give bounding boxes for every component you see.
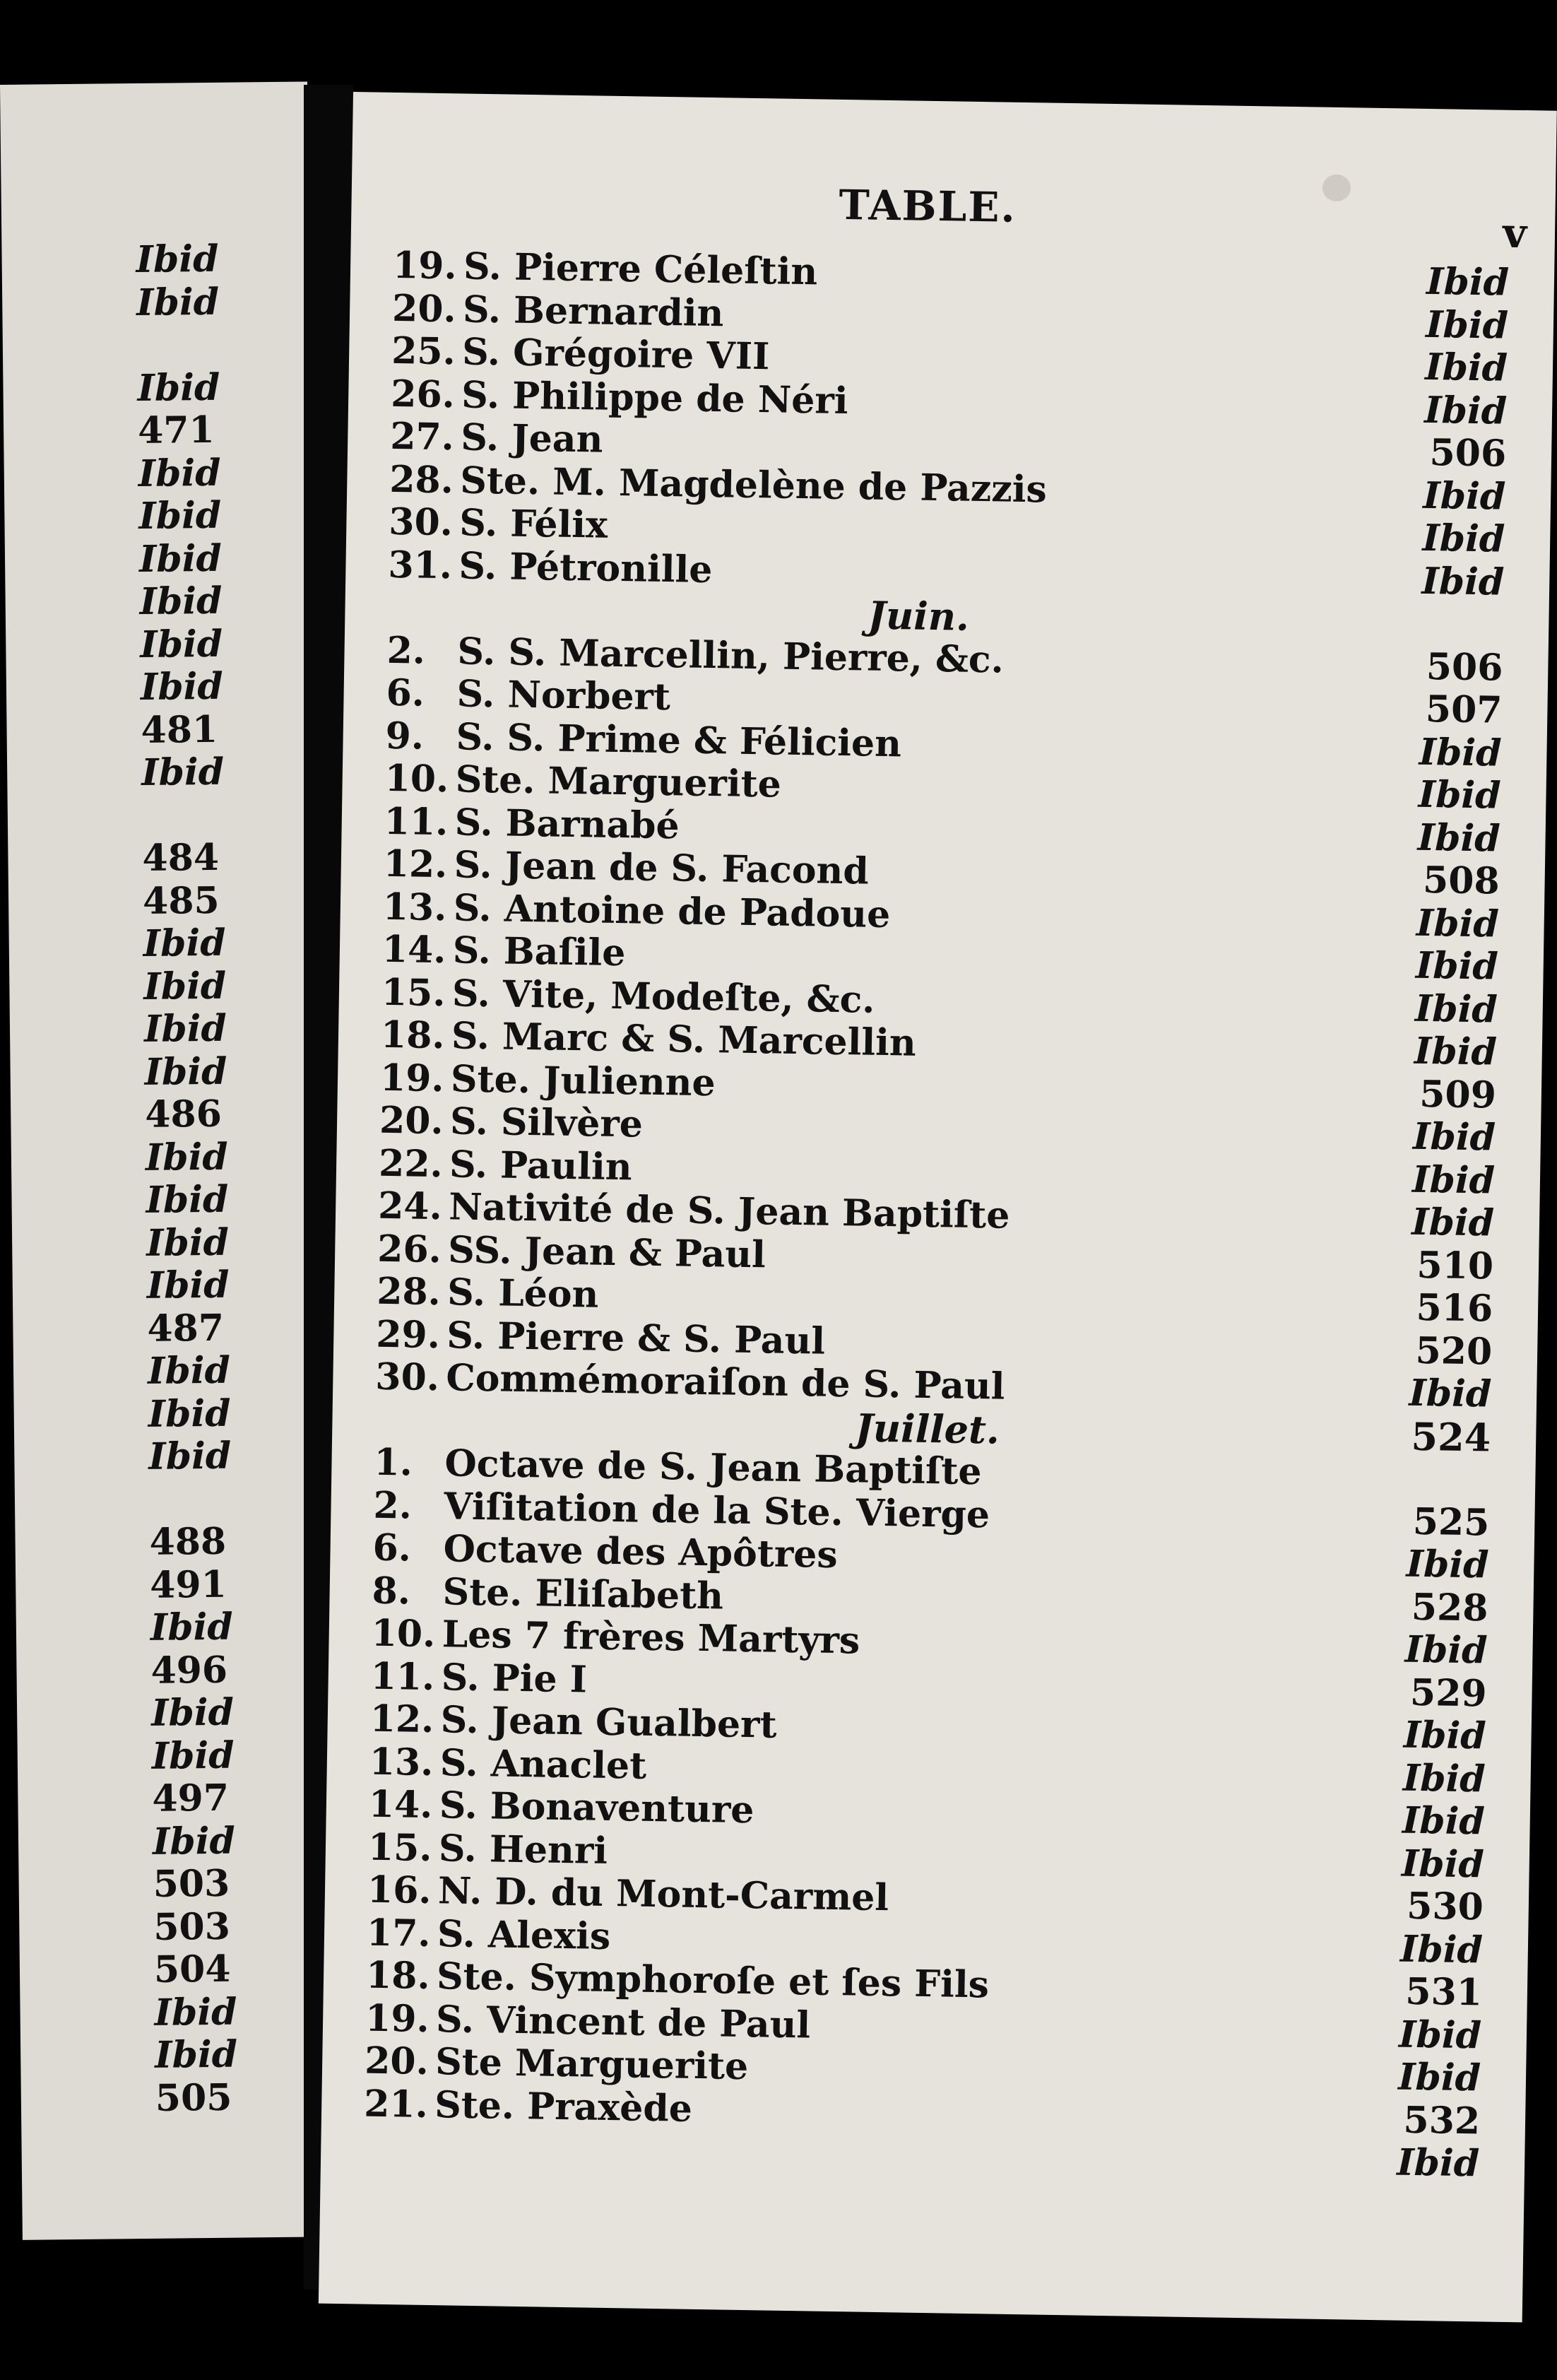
page-reference: Ibid bbox=[1426, 259, 1510, 305]
saint-name: S. Henri bbox=[438, 1826, 608, 1873]
page-reference: Ibid bbox=[1412, 1114, 1496, 1160]
left-page-ref: Ibid bbox=[148, 1434, 232, 1478]
left-page-ref: Ibid bbox=[147, 1348, 231, 1393]
feast-day: 20. bbox=[379, 1098, 444, 1143]
left-page-ref: 487 bbox=[147, 1306, 225, 1350]
page-reference: Ibid bbox=[1404, 1627, 1488, 1673]
left-page-ref: 471 bbox=[137, 408, 215, 452]
feast-day: 6. bbox=[386, 671, 425, 715]
left-page-ref: Ibid bbox=[137, 365, 220, 410]
saint-name: Ste. Julienne bbox=[450, 1056, 716, 1104]
page-reference: Ibid bbox=[1424, 345, 1508, 390]
feast-day: 11. bbox=[370, 1654, 435, 1699]
saint-name: S. Barnabé bbox=[454, 800, 680, 847]
feast-day: 15. bbox=[381, 970, 446, 1015]
left-page-reference-column bbox=[136, 237, 297, 2120]
left-page-ref: 488 bbox=[149, 1519, 227, 1564]
saint-name: Octave des Apôtres bbox=[443, 1527, 839, 1577]
left-page-ref: Ibid bbox=[154, 1990, 237, 2034]
page-reference: 506 bbox=[1426, 644, 1503, 690]
feast-day: 19. bbox=[392, 243, 458, 288]
page-reference: Ibid bbox=[1408, 1371, 1492, 1416]
feast-day: 18. bbox=[380, 1013, 445, 1058]
page-reference: Ibid bbox=[1399, 1927, 1484, 1972]
feast-day: 20. bbox=[391, 286, 457, 331]
page-reference: Ibid bbox=[1396, 2140, 1480, 2186]
feast-day: 2. bbox=[386, 628, 426, 673]
page-reference: 508 bbox=[1422, 858, 1500, 903]
saint-name: S. Pierre & S. Paul bbox=[446, 1313, 826, 1363]
left-page-ref: 481 bbox=[141, 707, 218, 752]
feast-day: 26. bbox=[377, 1227, 442, 1271]
left-page-ref: Ibid bbox=[151, 1733, 235, 1778]
left-page-ref: Ibid bbox=[144, 1049, 227, 1094]
saint-name: S. Jean Gualbert bbox=[440, 1698, 777, 1747]
page-reference: Ibid bbox=[1423, 388, 1508, 433]
feast-day: 18. bbox=[365, 1953, 431, 1998]
paper-spot bbox=[1322, 175, 1351, 202]
page-reference: Ibid bbox=[1398, 2013, 1482, 2057]
saint-name: S. Grégoire VII bbox=[461, 330, 770, 379]
left-page-ref: Ibid bbox=[145, 1135, 229, 1179]
saint-name: Ste. Marguerite bbox=[455, 758, 782, 806]
left-page-ref: Ibid bbox=[143, 921, 226, 965]
page-reference: Ibid bbox=[1416, 901, 1500, 946]
saint-name: Commémoraiſon de S. Paul bbox=[445, 1356, 1005, 1408]
saint-name: SS. Jean & Paul bbox=[447, 1227, 766, 1276]
feast-day: 29. bbox=[375, 1312, 441, 1357]
left-page-ref: Ibid bbox=[136, 237, 219, 281]
left-page-ref bbox=[137, 323, 279, 367]
page-reference: Ibid bbox=[1414, 1029, 1498, 1074]
left-page-ref: Ibid bbox=[146, 1177, 229, 1222]
feast-day: 27. bbox=[389, 414, 455, 459]
left-page-ref: Ibid bbox=[148, 1391, 231, 1436]
left-page-ref: Ibid bbox=[138, 451, 221, 495]
page-reference: Ibid bbox=[1425, 302, 1509, 348]
saint-name: S. Félix bbox=[458, 501, 608, 547]
feast-day: 20. bbox=[364, 2039, 430, 2084]
saint-name: Ste. Symphoroſe et ſes Fils bbox=[436, 1955, 990, 2007]
saint-name: S. Anaclet bbox=[439, 1740, 647, 1788]
saint-name: Ste. Praxède bbox=[434, 2082, 693, 2131]
saint-name: N. D. du Mont-Carmel bbox=[437, 1869, 889, 1920]
saint-name: S. Pierre Céleſtin bbox=[463, 245, 818, 294]
page-header: TABLE. bbox=[839, 180, 1017, 232]
right-page bbox=[319, 92, 1557, 2322]
saint-name: S. Alexis bbox=[437, 1911, 611, 1958]
feast-day: 28. bbox=[389, 457, 454, 502]
left-page-ref: 497 bbox=[152, 1776, 230, 1820]
table-of-feasts bbox=[363, 245, 1510, 2186]
saint-name: Les 7 frères Martyrs bbox=[442, 1613, 860, 1663]
saint-name: S. Vite, Modeſte, &c. bbox=[451, 971, 875, 1022]
feast-day: 8. bbox=[372, 1569, 411, 1613]
left-page-ref: Ibid bbox=[139, 579, 223, 623]
saint-name: Viſitation de la Ste. Vierge bbox=[444, 1484, 990, 1536]
saint-name: S. Silvère bbox=[449, 1100, 644, 1146]
feast-day: 14. bbox=[368, 1782, 433, 1827]
feast-day: 12. bbox=[383, 842, 448, 887]
saint-name: S. Pie I bbox=[441, 1655, 588, 1701]
feast-day: 19. bbox=[365, 1996, 430, 2041]
page-reference: 510 bbox=[1416, 1243, 1494, 1288]
left-page-ref: Ibid bbox=[154, 2032, 238, 2077]
left-page bbox=[0, 81, 330, 2239]
feast-day: 30. bbox=[388, 500, 454, 545]
page-reference: Ibid bbox=[1397, 2055, 1481, 2100]
page-reference: Ibid bbox=[1418, 772, 1502, 818]
left-page-ref: Ibid bbox=[143, 1006, 227, 1051]
feast-day: 24. bbox=[377, 1184, 443, 1229]
feast-day: 30. bbox=[374, 1355, 440, 1400]
saint-name: S. Marc & S. Marcellin bbox=[451, 1014, 917, 1065]
left-page-ref: Ibid bbox=[141, 750, 225, 794]
page-reference: 524 bbox=[1411, 1413, 1491, 1461]
saint-name: S. Philippe de Néri bbox=[461, 372, 848, 423]
page-reference: 525 bbox=[1412, 1500, 1490, 1545]
page-reference: Ibid bbox=[1421, 559, 1505, 604]
left-page-ref: Ibid bbox=[143, 964, 227, 1008]
page-reference: Ibid bbox=[1421, 516, 1505, 561]
page-reference: Ibid bbox=[1401, 1842, 1485, 1886]
feast-day: 31. bbox=[388, 543, 453, 587]
feast-day: 14. bbox=[381, 927, 446, 972]
left-page-ref: 505 bbox=[155, 2075, 232, 2120]
feast-day: 13. bbox=[369, 1740, 434, 1784]
saint-name: S. Jean bbox=[460, 416, 603, 461]
saint-name: S. Pétronille bbox=[458, 543, 713, 591]
saint-name: S. S. Prime & Félicien bbox=[456, 714, 902, 765]
saint-name: Ste. M. Magdelène de Pazzis bbox=[459, 458, 1048, 511]
left-page-ref: Ibid bbox=[150, 1605, 233, 1649]
page-reference: 506 bbox=[1429, 430, 1507, 476]
left-page-ref: Ibid bbox=[146, 1263, 230, 1307]
left-page-ref: 503 bbox=[153, 1861, 230, 1906]
left-page-ref: Ibid bbox=[146, 1220, 230, 1265]
saint-name: S. Bonaventure bbox=[439, 1784, 754, 1832]
page-reference: Ibid bbox=[1402, 1798, 1486, 1844]
saint-name: S. Antoine de Padoue bbox=[453, 885, 891, 936]
left-page-ref: Ibid bbox=[152, 1819, 236, 1863]
saint-name: Octave de S. Jean Baptiſte bbox=[444, 1442, 982, 1494]
feast-day: 21. bbox=[363, 2082, 429, 2126]
feast-day: 11. bbox=[384, 799, 449, 844]
saint-name: S. Paulin bbox=[449, 1142, 633, 1189]
left-page-ref: 486 bbox=[144, 1092, 223, 1136]
page-reference: Ibid bbox=[1415, 943, 1499, 989]
feast-day: 10. bbox=[384, 756, 449, 801]
page-reference: 507 bbox=[1425, 687, 1503, 732]
page-reference: Ibid bbox=[1411, 1157, 1496, 1203]
saint-name: S. Norbert bbox=[456, 672, 671, 719]
feast-day: 15. bbox=[367, 1825, 432, 1870]
left-page-ref: Ibid bbox=[150, 1690, 235, 1735]
left-page-ref: Ibid bbox=[139, 622, 223, 666]
feast-day: 9. bbox=[385, 714, 425, 758]
page-reference: Ibid bbox=[1414, 986, 1498, 1032]
left-page-ref bbox=[142, 793, 284, 837]
feast-day: 13. bbox=[382, 885, 447, 929]
saint-name: S. Bernardin bbox=[462, 287, 724, 335]
month-title: Juillet. bbox=[854, 1404, 1000, 1453]
saint-name: S. S. Marcellin, Pierre, &c. bbox=[457, 629, 1005, 682]
left-page-ref: Ibid bbox=[138, 493, 222, 538]
feast-day: 2. bbox=[373, 1483, 413, 1528]
left-page-ref: 503 bbox=[153, 1904, 231, 1949]
page-reference: Ibid bbox=[1411, 1200, 1495, 1245]
page-reference: Ibid bbox=[1403, 1713, 1487, 1758]
feast-day: 25. bbox=[391, 329, 456, 374]
left-page-ref: 496 bbox=[150, 1648, 228, 1692]
feast-day: 26. bbox=[390, 372, 456, 416]
page-reference: 528 bbox=[1411, 1585, 1488, 1630]
page-reference: Ibid bbox=[1406, 1542, 1489, 1587]
page-reference: 529 bbox=[1409, 1671, 1488, 1715]
left-page-ref bbox=[149, 1477, 291, 1521]
feast-day: 12. bbox=[369, 1697, 434, 1742]
saint-name: S. Baſile bbox=[452, 929, 626, 975]
feast-day: 17. bbox=[366, 1911, 432, 1955]
feast-day: 10. bbox=[371, 1611, 436, 1656]
saint-name: S. Vincent de Paul bbox=[435, 1997, 811, 2046]
left-page-ref: Ibid bbox=[140, 664, 224, 709]
left-page-ref: Ibid bbox=[138, 536, 223, 581]
left-page-ref: 484 bbox=[142, 835, 220, 880]
page-reference: Ibid bbox=[1417, 815, 1501, 861]
page-reference: 509 bbox=[1419, 1072, 1497, 1117]
page-reference: 531 bbox=[1404, 1969, 1483, 2015]
page-reference: Ibid bbox=[1419, 730, 1502, 775]
feast-day: 6. bbox=[372, 1526, 412, 1570]
left-page-ref: 491 bbox=[149, 1562, 227, 1607]
left-page-ref: 504 bbox=[153, 1947, 231, 1991]
feast-day: 28. bbox=[376, 1269, 442, 1314]
left-page-ref: Ibid bbox=[136, 280, 220, 324]
saint-name: S. Jean de S. Facond bbox=[454, 843, 870, 893]
feast-day: 16. bbox=[367, 1868, 432, 1913]
feast-day: 1. bbox=[374, 1440, 413, 1485]
page-reference: 532 bbox=[1403, 2098, 1481, 2143]
page-reference: Ibid bbox=[1402, 1756, 1486, 1801]
saint-name: Ste. Eliſabeth bbox=[442, 1569, 724, 1618]
month-title: Juin. bbox=[867, 592, 970, 640]
feast-day: 22. bbox=[378, 1141, 444, 1186]
saint-name: Nativité de S. Jean Baptiſte bbox=[448, 1185, 1010, 1237]
left-page-ref: 485 bbox=[142, 878, 220, 923]
page-reference: 516 bbox=[1416, 1285, 1493, 1331]
feast-day: 19. bbox=[379, 1056, 445, 1100]
saint-name: S. Léon bbox=[446, 1271, 599, 1316]
page-reference: 520 bbox=[1415, 1329, 1493, 1374]
saint-name: Ste Marguerite bbox=[434, 2040, 749, 2089]
page-reference: 530 bbox=[1406, 1884, 1484, 1929]
page-reference: Ibid bbox=[1422, 473, 1506, 519]
page-number: v bbox=[1502, 208, 1527, 258]
